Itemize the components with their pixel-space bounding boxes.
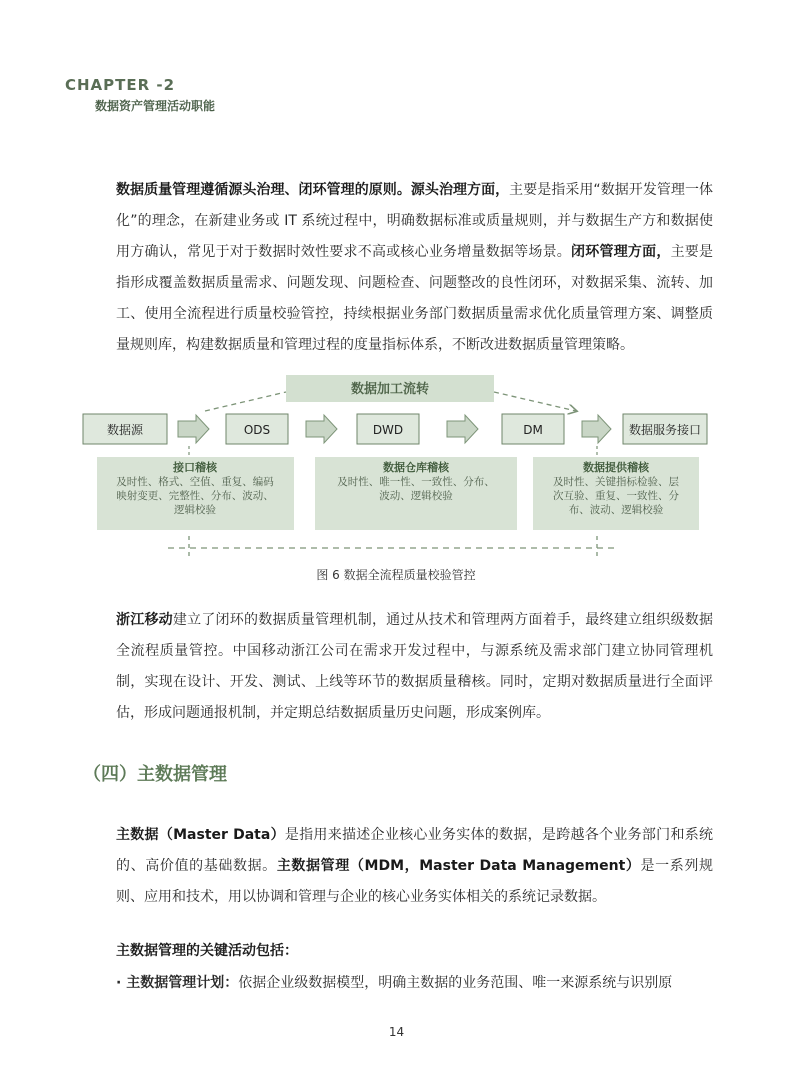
dashed-flow-line [494, 392, 576, 411]
list-item [116, 972, 716, 992]
chapter-subtitle: 数据资产管理活动职能 [95, 99, 216, 113]
check-title: 数据提供稽核 [583, 461, 649, 474]
page-number: 14 [388, 1025, 405, 1039]
check-line: 逻辑校验 [174, 504, 216, 516]
node-label: DWD [372, 423, 404, 437]
paragraph-zhejiang-case [83, 605, 713, 729]
check-line: 次互验、重复、一致性、分 [553, 490, 679, 502]
block-arrow-icon [306, 415, 337, 443]
paragraph-quality-principles [83, 175, 713, 361]
paragraph-text: 建立了闭环的数据质量管理机制，通过从技术和管理两方面着手，最终建立组织级数据全流程质量管控。中国移动浙江公司在需求开发过程中，与源系统及需求部门建立协同管理机制，实现在设计、开发、测试、上线等环节的数据质量稽核。同时，定期对数据质量进行全面评估，形成问题通报机制，并定期总结数据质量历史问题，形成案例库。 [116, 612, 714, 721]
paragraph-text: 是一系列规则、应用和技术，用以协调和管理与企业的核心业务实体相关的系统记录数据。 [116, 858, 714, 905]
check-title: 数据仓库稽核 [383, 461, 449, 474]
bold-phrase: 数据质量管理遵循源头治理、闭环管理的原则。 [116, 182, 411, 198]
paragraph-text: 主要是指采用“数据开发管理一体化”的理念，在新建业务或 IT 系统过程中，明确数据标准或质量规则，并与数据生产方和数据使用方确认，常见于对于数据时效性要求不高或核心业务增量数据等场景。 [116, 182, 714, 260]
list-item-label: · 主数据管理计划： [116, 975, 239, 991]
bold-phrase: 主数据管理（MDM，Master Data Management） [276, 858, 641, 874]
check-line: 及时性、关键指标检验、层 [553, 476, 679, 488]
check-line: 布、波动、逻辑校验 [568, 504, 664, 516]
paragraph-text: 主要是指形成覆盖数据质量需求、问题发现、问题检查、问题整改的良性闭环，对数据采集、流转、加工、使用全流程进行质量校验管控，持续根据业务部门数据质量需求优化质量管理方案、调整质量规则库，构建数据质量和管理过程的度量指标体系，不断改进数据质量管理策略。 [116, 244, 714, 353]
block-arrow-icon [582, 415, 611, 443]
paragraph-master-data [83, 820, 713, 913]
check-line: 波动、逻辑校验 [379, 490, 453, 502]
bold-phrase: 闭环管理方面， [571, 244, 671, 260]
chapter-label: CHAPTER -2 [65, 76, 176, 94]
check-title: 接口稽核 [173, 461, 217, 474]
check-line: 映射变更、完整性、分布、波动、 [116, 490, 274, 502]
list-title: 主数据管理的关键活动包括： [116, 943, 298, 959]
flow-title: 数据加工流转 [350, 382, 430, 397]
quality-flow-diagram [0, 370, 793, 585]
bold-phrase: 源头治理方面， [410, 182, 510, 198]
check-line: 及时性、格式、空值、重复、编码 [116, 476, 274, 488]
bold-phrase: 浙江移动 [116, 612, 173, 628]
figure-caption: 图 6 数据全流程质量校验管控 [316, 568, 476, 582]
node-label: 数据服务接口 [628, 423, 702, 437]
node-label: DM [523, 423, 543, 437]
bold-phrase: 主数据（Master Data） [116, 827, 285, 843]
list-item-text: 依据企业级数据模型，明确主数据的业务范围、唯一来源系统与识别原 [238, 975, 673, 991]
node-label: ODS [243, 423, 271, 437]
paragraph-text: 是指用来描述企业核心业务实体的数据，是跨越各个业务部门和系统的、高价值的基础数据。 [116, 827, 714, 874]
node-label: 数据源 [106, 423, 144, 437]
check-line: 及时性、唯一性、一致性、分布、 [337, 476, 495, 488]
block-arrow-icon [447, 415, 478, 443]
dashed-flow-line [205, 392, 286, 411]
block-arrow-icon [178, 415, 209, 443]
section-heading: （四）主数据管理 [83, 764, 227, 785]
